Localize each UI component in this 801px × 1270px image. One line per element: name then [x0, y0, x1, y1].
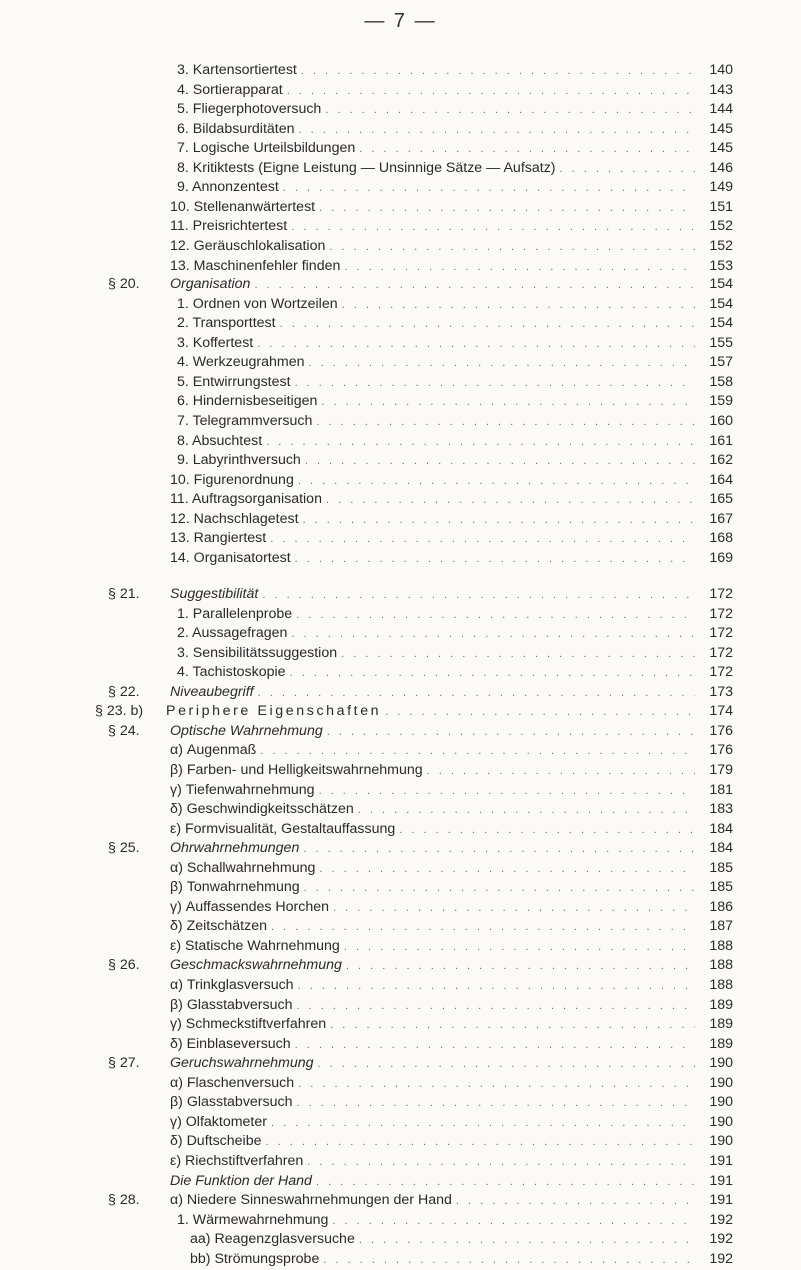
toc-entry-title: γ) Olfaktometer: [170, 1113, 267, 1130]
toc-entry: 3. Koffertest . . . 155: [177, 333, 733, 353]
toc-entry-title: α) Niedere Sinneswahrnehmungen der Hand: [170, 1192, 452, 1208]
toc-entry: 2. Transporttest . . . 154: [177, 313, 733, 333]
toc-entry-title: ε) Riechstiftverfahren: [170, 1152, 304, 1169]
toc-entry: [170, 1151, 733, 1171]
page-number: — 7 —: [364, 10, 437, 32]
section-number: § 27.: [108, 1055, 140, 1072]
toc-entry: 1. Parallelenprobe . . . 172: [177, 604, 733, 624]
toc-entry: 5. Entwirrungstest . . . 158: [177, 372, 733, 392]
toc-entry: ε) Statische Wahrnehmung . . . 188: [170, 936, 733, 956]
section-number: § 21.: [108, 586, 140, 602]
toc-entry: β) Glasstabversuch . . . 190: [170, 1092, 733, 1112]
toc-entry: 3. Kartensortiertest . . . 140: [177, 60, 733, 80]
section-number: § 28.: [108, 1192, 140, 1208]
toc-entry: 13. Rangiertest . . . 168: [170, 528, 733, 548]
toc-entry-page: 190: [709, 1113, 733, 1130]
toc-entry: δ) Geschwindigkeitsschätzen . . . 183: [170, 799, 733, 819]
toc-entry: β) Glasstabversuch . . . 189: [170, 995, 733, 1015]
toc-entry: δ) Einblaseversuch . . . 189: [170, 1034, 733, 1054]
toc-entry: Optische Wahrnehmung . . . 176: [170, 721, 733, 741]
toc-entry: Ohrwahrnehmungen . . . 184: [170, 838, 733, 858]
toc-entry: 6. Bildabsurditäten . . . 145: [177, 119, 733, 139]
toc-entry: 7. Logische Urteilsbildungen . . . 145: [177, 138, 733, 158]
toc-entry: α) Flaschenversuch . . . 190: [170, 1073, 733, 1093]
section-number: § 26.: [108, 957, 140, 974]
toc-entry-title: 1. Wärmewahrnehmung: [177, 1211, 329, 1228]
toc-entry: 12. Nachschlagetest . . . 167: [170, 509, 733, 529]
section-number: § 20.: [108, 276, 140, 293]
toc-entry: β) Farben- und Helligkeitswahrnehmung . . . 179: [170, 760, 733, 780]
toc-entry: [190, 1229, 733, 1249]
toc-entry: α) Schallwahrnehmung . . . 185: [170, 858, 733, 878]
toc-entry: α) Augenmaß . . . 176: [170, 740, 733, 760]
toc-entry: 11. Preisrichtertest . . . 152: [170, 216, 733, 236]
toc-entry: α) Trinkglasversuch . . . 188: [170, 975, 733, 995]
toc-entry: γ) Auffassendes Horchen . . . 186: [170, 897, 733, 917]
toc-entry: 7. Telegrammversuch . . . 160: [177, 411, 733, 431]
toc-entry: [190, 1249, 733, 1269]
toc-entry: 9. Labyrinthversuch . . . 162: [177, 450, 733, 470]
toc-entry: γ) Schmeckstiftverfahren . . . 189: [170, 1014, 733, 1034]
toc-entry: Organisation . . . 154: [170, 274, 733, 294]
section-number: § 23. b): [95, 703, 144, 720]
toc-entry-page: 191: [709, 1192, 733, 1208]
toc-entry-page: 191: [709, 1172, 733, 1189]
toc-entry-title: aa) Reagenzglasversuche: [190, 1231, 355, 1248]
toc-entry: 8. Absuchtest . . . 161: [177, 431, 733, 451]
toc-entry: [177, 1210, 733, 1230]
toc-entry-title: bb) Strömungsprobe: [190, 1250, 320, 1267]
toc-entry: 4. Werkzeugrahmen . . . 157: [177, 352, 733, 372]
toc-entry: 5. Fliegerphotoversuch . . . 144: [177, 99, 733, 119]
toc-entry: [170, 1131, 733, 1151]
toc-entry: β) Tonwahrnehmung . . . 185: [170, 877, 733, 897]
toc-entry: [170, 1171, 733, 1191]
toc-entry: 13. Maschinenfehler finden . . . 153: [170, 256, 733, 276]
toc-entry: Geruchswahrnehmung . . . 190: [170, 1053, 733, 1073]
section-number: § 25.: [108, 840, 140, 857]
toc-entry: γ) Tiefenwahrnehmung . . . 181: [170, 780, 733, 800]
toc-entry: 1. Ordnen von Wortzeilen . . . 154: [177, 294, 733, 314]
toc-entry-title: Die Funktion der Hand: [170, 1172, 312, 1189]
toc-entry-page: 190: [709, 1133, 733, 1150]
toc-entry: 14. Organisatortest . . . 169: [170, 548, 733, 568]
toc-entry-page: 192: [709, 1231, 733, 1248]
toc-entry: 3. Sensibilitätssuggestion . . . 172: [177, 643, 733, 663]
toc-entry: 10. Stellenanwärtertest . . . 151: [170, 197, 733, 217]
toc-entry: 10. Figurenordnung . . . 164: [170, 470, 733, 490]
toc-entry: 4. Tachistoskopie . . . 172: [177, 662, 733, 682]
toc-entry: 12. Geräuschlokalisation . . . 152: [170, 236, 733, 256]
toc-entry: ε) Formvisualität, Gestaltauffassung . . . 184: [170, 819, 733, 839]
toc-entry: Periphere Eigenschaften . . . 174: [166, 701, 733, 721]
toc-entry: 11. Auftragsorganisation . . . 165: [170, 489, 733, 509]
toc-entry: [170, 1190, 733, 1210]
toc-entry: [170, 1112, 733, 1132]
toc-entry: Suggestibilität . . . 172: [170, 584, 733, 604]
toc-entry: 6. Hindernisbeseitigen . . . 159: [177, 391, 733, 411]
toc-entry: 4. Sortierapparat . . . 143: [177, 80, 733, 100]
section-number: § 22.: [108, 683, 140, 700]
toc-entry-title: δ) Duftscheibe: [170, 1133, 262, 1150]
toc-entry: 2. Aussagefragen . . . 172: [177, 623, 733, 643]
toc-entry: Niveaubegriff . . . 173: [170, 682, 733, 702]
toc-entry: 8. Kritiktests (Eigne Leistung — Unsinnige Sätze — Aufsatz) . . . 146: [177, 158, 733, 178]
toc-entry: Geschmackswahrnehmung . . . 188: [170, 955, 733, 975]
toc-entry-page: 192: [709, 1211, 733, 1228]
toc-entry: δ) Zeitschätzen . . . 187: [170, 916, 733, 936]
toc-entry-page: 192: [709, 1250, 733, 1267]
toc-entry-page: 191: [709, 1152, 733, 1169]
section-number: § 24.: [108, 722, 140, 739]
toc-entry: 9. Annonzentest . . . 149: [177, 177, 733, 197]
